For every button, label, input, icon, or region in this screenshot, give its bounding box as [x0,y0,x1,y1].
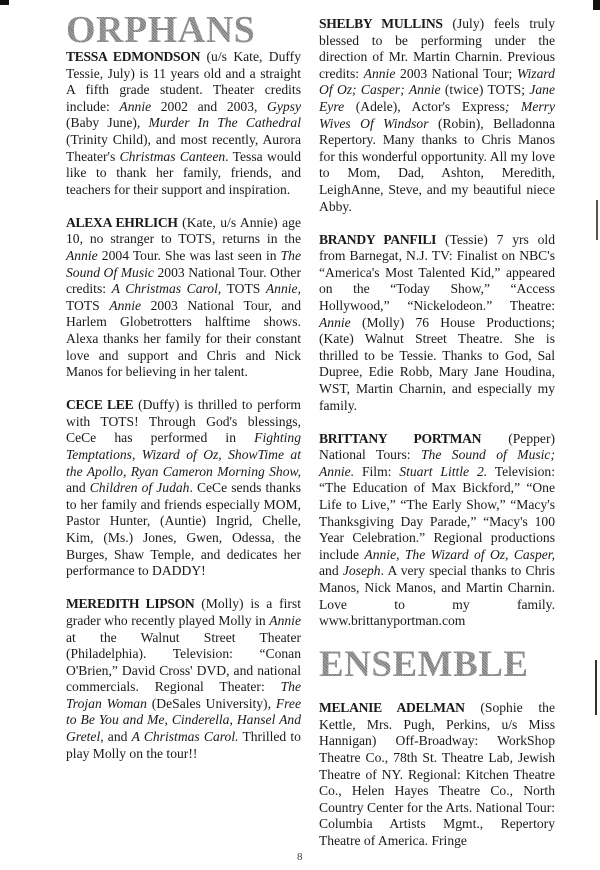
bio-text: . CeCe sends thanks to her family and friends especially MOM, Pastor Hunter, (Auntie) Ingrid, Chelle, Kim, (Ms.) Jones, Gwen, Odessa, the Burges, Shaw Temple, and dedicates her performance to DADDY! [66,480,302,579]
bio-text: 2003 National Tour, and Harlem Globetrotters halftime shows. Alexa thanks her family for their constant love and support and Chris and Nick Manos for believing in her talent. [66,297,301,380]
page-number: 8 [297,851,303,863]
bio-text: (Pepper) National Tours: [319,430,556,463]
bio-text: , TOTS [66,281,301,313]
scan-mark [595,660,597,715]
bio-paragraph [319,431,555,630]
title-text: Annie [269,612,301,628]
orphans-bios [66,49,301,762]
right-column [319,0,555,866]
title-text: Stuart Little 2. [399,463,488,479]
performer-name: BRITTANY PORTMAN [319,430,482,446]
title-text: Free to Be You and Me, Cinderella, Hansel And Gretel, [66,695,301,745]
scan-mark [0,0,9,5]
title-text: The Trojan Woman [66,679,301,711]
bio-paragraph [319,700,555,849]
bio-text: (Robin), Belladonna Repertory. Many thanks to Chris Manos for this wonderful opportunity. All my love to Mom, Dad, Ashton, Meredith, LeighAnne, Steve, and my beautiful niece Abby. [319,115,555,214]
bio-text: (Molly) is a first grader who recently played Molly in [66,596,301,628]
performer-name: MELANIE ADELMAN [319,700,465,716]
bio-text: at the Walnut Street Theater (Philadelphia). Television: “Conan O'Brien,” David Cross' DVD, and national commercials. Regional Theater: [66,629,301,695]
bio-paragraph [66,215,301,381]
title-text: Annie, The Wizard of Oz, Casper, [364,546,555,562]
scan-mark [596,200,598,240]
title-text: Murder In The Cathedral [148,115,301,131]
bio-text: (twice) TOTS; [440,82,530,98]
bio-text: (Baby June), [66,115,149,131]
performer-name: MEREDITH LIPSON [66,596,195,612]
bio-text: (Trinity Child), and most recently, Aurora Theater's [66,131,301,164]
title-text: Annie [265,281,298,297]
title-text: Joseph [342,563,381,579]
bio-text: (Adele), Actor's Express [344,98,505,114]
orphans-bios-continued [319,16,555,630]
title-text: Annie [319,314,351,330]
title-text: The Sound Of Music [66,248,301,280]
bio-text: (Duffy) is thrilled to perform with TOTS! Through God's blessings, CeCe has performed in [66,397,302,446]
bio-text: . A very special thanks to Chris Manos, Nick Manos, and Martin Charnin. Love to my family. www.brittanyportman.com [319,563,555,629]
bio-text: , TOTS [217,281,266,297]
performer-name: TESSA EDMONDSON [66,49,201,64]
scan-mark [593,0,600,10]
bio-text: (DeSales University), [146,695,276,711]
performer-name: ALEXA EHRLICH [66,214,178,230]
bio-text: (July) feels truly blessed to be performing under the direction of Mr. Martin Charnin. Previous credits: [319,16,556,81]
title-text: Annie [363,65,396,81]
bio-text: 2004 Tour. She was last seen in [97,248,281,264]
ensemble-bios [319,700,555,849]
title-text: Annie [66,248,98,264]
bio-text: (Tessie) 7 yrs old from Barnegat, N.J. TV: Finalist on NBC's “America's Most Talented Kid,” appeared on the “Today Show,” “Access Hollywood,” “Nickelodeon.” Theatre: [319,231,555,313]
title-text: Fighting Temptations, Wizard of Oz, ShowTime at the Apollo, Ryan Cameron Morning Show, [66,430,301,479]
title-text: Annie [109,297,142,313]
bio-text: 2003 National Tour; [395,65,517,81]
title-text: A Christmas Carol [111,281,218,297]
bio-text: and [319,563,343,579]
bio-text: (u/s Kate, Duffy Tessie, July) is 11 years old and a straight A fifth grade student. Theater credits include: [66,49,301,114]
bio-paragraph [66,49,301,198]
bio-text: . Tessa would like to thank her family, friends, and teachers for their support and inspiration. [66,148,301,197]
bio-text: Thrilled to play Molly on the tour!! [66,729,301,761]
bio-paragraph [319,232,555,415]
bio-text: and [103,729,132,745]
bio-paragraph [319,16,555,215]
bio-text: (Sophie the Kettle, Mrs. Pugh, Perkins, u/s Miss Hannigan) Off-Broadway: WorkShop Theatre Co., 78th St. Theatre Lab, Jewish Theatre of NY. Regional: Kitchen Theatre Co., Helen Hayes Theatre Co., North Country Center for the Arts. National Tour: Columbia Artists Mgmt., Repertory Theatre of America. Fringe [319,700,555,849]
bio-text: (Kate, u/s Annie) age 10, no stranger to TOTS, returns in the [66,214,301,247]
left-column [66,0,301,779]
bio-text: Film: [354,463,400,479]
bio-text: 2002 and 2003, [151,98,268,114]
title-text: Christmas Canteen [119,148,226,164]
title-text: The Sound of Music; Annie. [319,447,555,479]
bio-text: and [66,480,90,496]
performer-name: BRANDY PANFILI [319,231,437,247]
bio-text: 2003 National Tour. Other credits: [66,264,301,297]
bio-text: (Molly) 76 House Productions; (Kate) Walnut Street Theatre. She is thrilled to be Tessie. Thanks to God, Sal Dupree, Edie Robb, Mary Jane Houdina, WST, Martin Charnin, and especially my family. [319,314,555,413]
performer-name: SHELBY MULLINS [319,16,443,31]
title-text: Annie [119,98,152,114]
section-heading-orphans: ORPHANS [66,11,301,49]
title-text: Wizard Of Oz; Casper; Annie [319,65,555,98]
title-text: A Christmas Carol. [131,729,239,745]
bio-paragraph [66,596,301,762]
bio-paragraph [66,397,301,580]
title-text: Children of Judah [89,480,190,496]
section-heading-ensemble: ENSEMBLE [319,646,555,684]
title-text: Jane Eyre [319,82,555,114]
bio-text: Television: “The Education of Max Bickford,” “One Life to Live,” “The Early Show,” “Macy's Thanksgiving Day Parade,” “Macy's 100 Year Celebration.” Regional productions include [319,463,555,562]
title-text: ; Merry Wives Of Windsor [319,98,555,131]
title-text: Gypsy [267,98,302,114]
performer-name: CECE LEE [66,397,134,413]
